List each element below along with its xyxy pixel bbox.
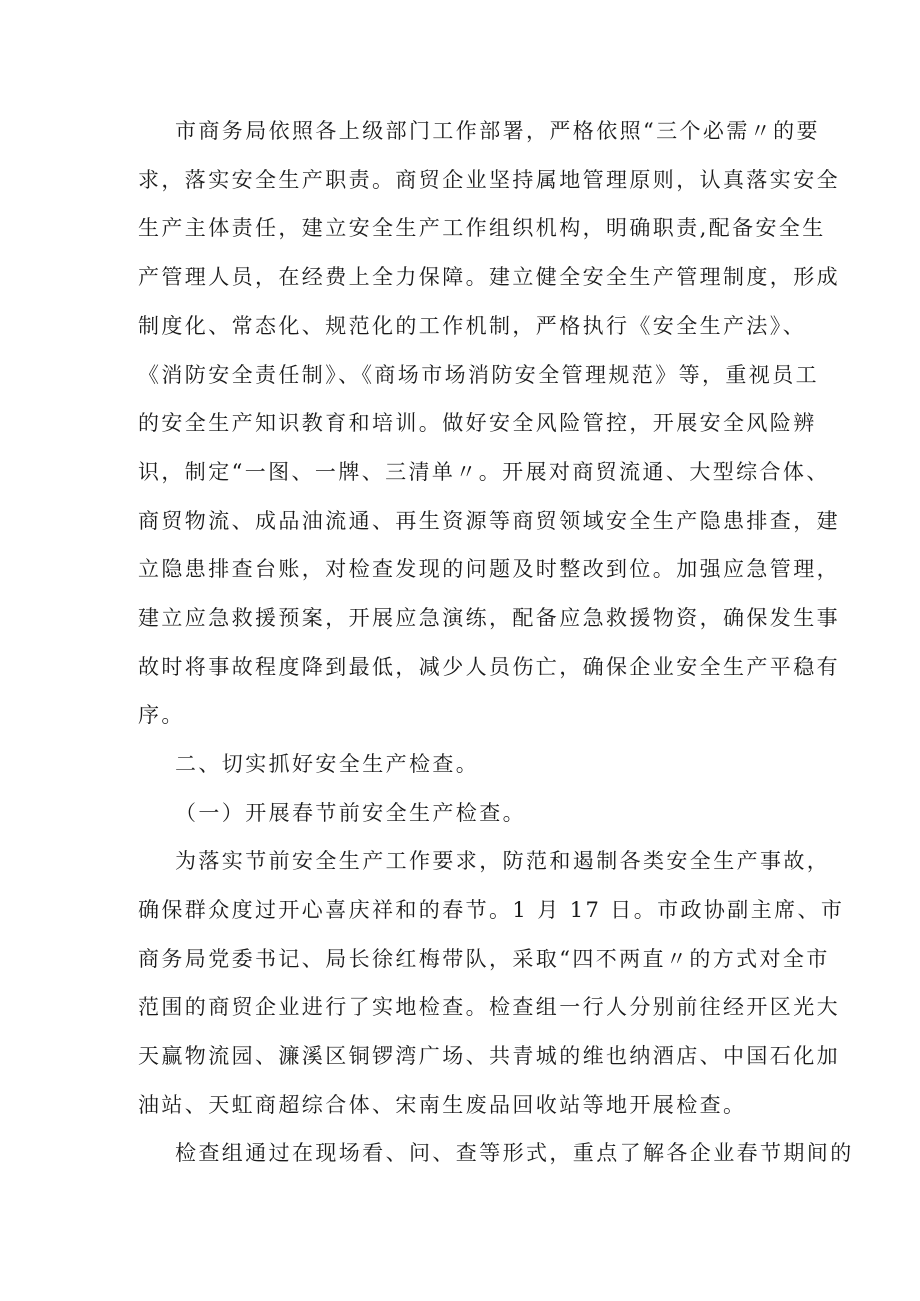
text-line: 商贸物流、成品油流通、再生资源等商贸领域安全生产隐患排查，建 <box>138 509 840 533</box>
text-line: 产管理人员，在经费上全力保障。建立健全安全生产管理制度，形成 <box>138 265 840 289</box>
text-line: 为落实节前安全生产工作要求，防范和遏制各类安全生产事故， <box>175 849 831 873</box>
text-line: 天赢物流园、濂溪区铜锣湾广场、共青城的维也纳酒店、中国石化加 <box>138 1044 840 1068</box>
text-line: 的安全生产知识教育和培训。做好安全风险管控，开展安全风险辨 <box>138 411 817 435</box>
text-line: 立隐患排查台账，对检查发现的问题及时整改到位。加强应急管理， <box>138 557 840 581</box>
subsection-heading: （一）开展春节前安全生产检查。 <box>175 801 526 825</box>
section-heading: 二、切实抓好安全生产检查。 <box>175 752 480 776</box>
text-line: 制度化、常态化、规范化的工作机制，严格执行《安全生产法》、 <box>138 314 807 338</box>
text-line: 故时将事故程度降到最低，减少人员伤亡，确保企业安全生产平稳有 <box>138 655 840 679</box>
text-line: 生产主体责任，建立安全生产工作组织机构，明确职责,配备安全生 <box>138 216 826 240</box>
text-line: 检查组通过在现场看、问、查等形式，重点了解各企业春节期间的 <box>175 1141 854 1165</box>
text-line: 求，落实安全生产职责。商贸企业坚持属地管理原则，认真落实安全 <box>138 168 840 192</box>
text-line: 《消防安全责任制》、《商场市场消防安全管理规范》等，重视员工 <box>138 363 819 387</box>
text-line: 范围的商贸企业进行了实地检查。检查组一行人分别前往经开区光大 <box>138 995 840 1019</box>
text-line: 序。 <box>138 703 185 727</box>
text-line: 建立应急救援预案，开展应急演练，配备应急救援物资，确保发生事 <box>138 606 840 630</box>
text-line: 市商务局依照各上级部门工作部署，严格依照“三个必需〃的要 <box>175 119 820 143</box>
text-line: 油站、天虹商超综合体、宋南生废品回收站等地开展检查。 <box>138 1093 747 1117</box>
text-line: 识，制定“一图、一牌、三清单〃。开展对商贸流通、大型综合体、 <box>138 460 830 484</box>
text-line: 商务局党委书记、局长徐红梅带队，采取“四不两直〃的方式对全市 <box>138 947 830 971</box>
text-line: 确保群众度过开心喜庆祥和的春节。1 月 17 日。市政协副主席、市 <box>138 898 845 922</box>
